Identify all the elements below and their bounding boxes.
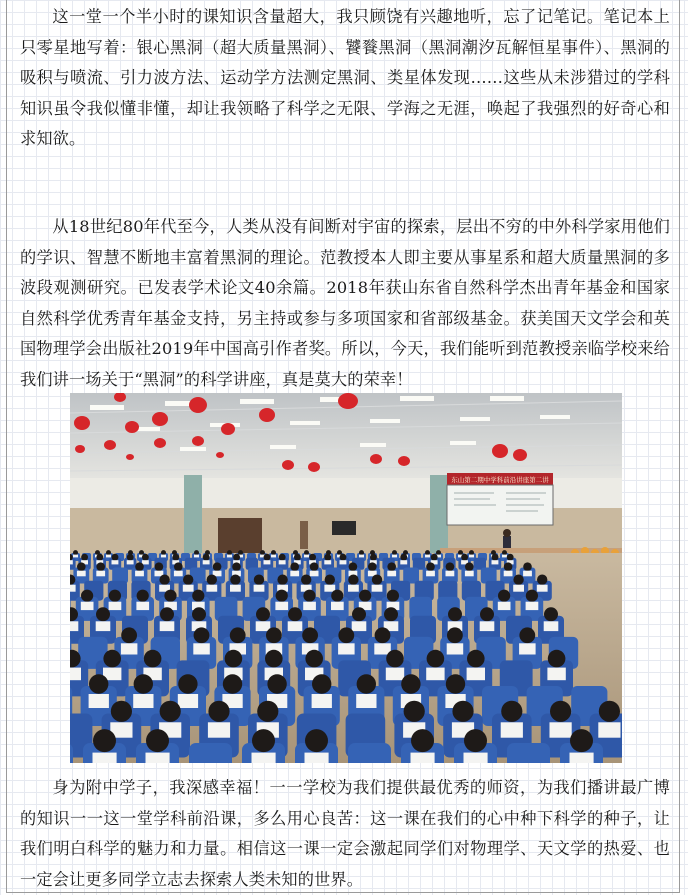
- banner-text: 东山第二期中学科前沿讲座第二讲: [451, 476, 549, 484]
- lecture-hall-photo: [70, 393, 622, 763]
- article-paragraph-2: 从18世纪80年代至今，人类从没有间断对宇宙的探索，层出不穷的中外科学家用他们的学识、智慧不断地丰富着黑洞的理论。范教授本人即主要从事星系和超大质量黑洞的多波段观测研究。已发表学术论文40余篇。2018年获山东省自然科学杰出青年基金和国家自然科学优秀青年基金支持，另主持或参与多项国家和省部级基金。获美国天文学会和英国物理学会出版社2019年中国高引作者奖。所以，今天，我们能听到范教授亲临学校来给我们讲一场关于“黑洞”的科学讲座，真是莫大的荣幸！: [20, 217, 670, 389]
- article-paragraph-1: 这一堂一个半小时的课知识含量超大，我只顾饶有兴趣地听，忘了记笔记。笔记本上只零星地写着：银心黑洞（超大质量黑洞）、饕餮黑洞（黑洞潮汐瓦解恒星事件）、黑洞的吸积与喷流、引力波方法、运动学方法测定黑洞、类星体发现……这些从未涉猎过的学科知识虽令我似懂非懂，却让我领略了科学之无限、学海之无涯，唤起了我强烈的好奇心和求知欲。: [20, 7, 670, 148]
- article-paragraph-3: 身为附中学子，我深感幸福！一一学校为我们提供最优秀的师资，为我们播讲最广博的知识一一这一堂学科前沿课，多么用心良苦：这一课在我们的心中种下科学的种子，让我们明白科学的魅力和力量。相信这一课一定会激起同学们对物理学、天文学的热爱、也一定会让更多同学立志去探索人类未知的世界。: [20, 778, 670, 889]
